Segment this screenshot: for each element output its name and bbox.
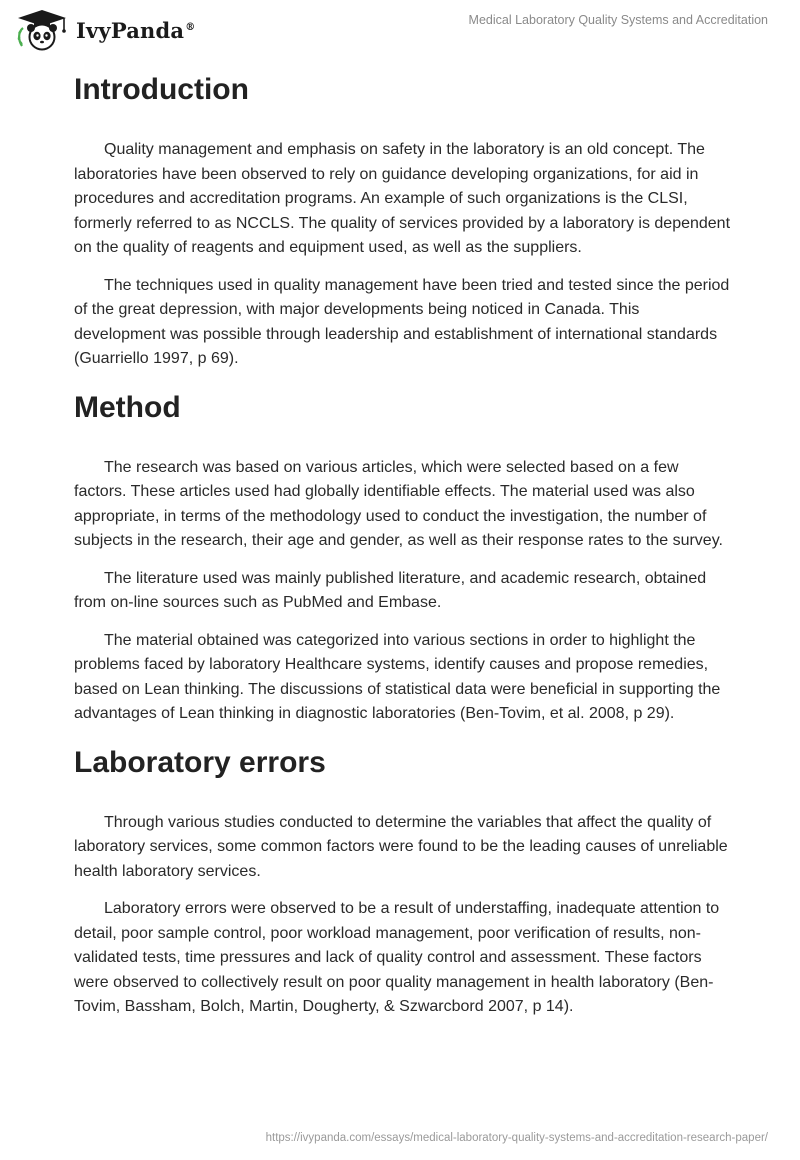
paragraph: The material obtained was categorized into various sections in order to highlight the problems faced by laboratory Healthcare systems, identify causes and propose remedies, based on Lean thinking. The discussions of statistical data were beneficial in supporting the advantages of Lean thinking in diagnostic laboratories (Ben-Tovim, et al. 2008, p 29). [74,631,721,722]
section-heading-introduction: Introduction [74,73,249,106]
article-body [74,68,734,1033]
paragraph: Laboratory errors were observed to be a result of understaffing, inadequate attention to detail, poor sample control, poor workload management, poor verification of results, non-validated tests, time pressures and lack of quality control and assessment. These factors were observed to collectively result on poor quality management in health laboratory (Ben-Tovim, Bassham, Bolch, Martin, Dougherty, & Szwarcbord 2007, p 14). [74,900,720,1015]
panda-graduate-icon [14,8,70,52]
paragraph: The techniques used in quality management have been tried and tested since the period of the great depression, with major developments being noticed in Canada. This development was possible through leadership and establishment of international standards (Guarriello 1997, p 69). [74,276,730,367]
brand-name: IvyPanda® [76,17,196,43]
document-title: Medical Laboratory Quality Systems and Accreditation [468,13,768,27]
paragraph: Through various studies conducted to determine the variables that affect the quality of laboratory services, some common factors were found to be the leading causes of unreliable health laboratory services. [74,813,728,880]
page-header [0,0,800,60]
brand-logo[interactable] [14,8,195,52]
source-url-link[interactable]: https://ivypanda.com/essays/medical-laboratory-quality-systems-and-accreditation-research-paper/ [265,1132,768,1144]
paragraph: Quality management and emphasis on safety in the laboratory is an old concept. The laboratories have been observed to rely on guidance developing organizations, for aid in procedures and accreditation programs. An example of such organizations is the CLSI, formerly referred to as NCCLS. The quality of services provided by a laboratory is dependent on the quality of reagents and equipment used, as well as the suppliers. [74,141,731,256]
paragraph: The research was based on various articles, which were selected based on a few factors. These articles used had globally identifiable effects. The material used was also appropriate, in terms of the methodology used to conduct the investigation, the number of subjects in the research, their age and gender, as well as their response rates to the survey. [74,458,723,549]
section-heading-method: Method [74,390,181,424]
paragraph: The literature used was mainly published literature, and academic research, obtained from on-line sources such as PubMed and Embase. [74,569,707,611]
section-heading-laboratory-errors: Laboratory errors [74,745,326,779]
